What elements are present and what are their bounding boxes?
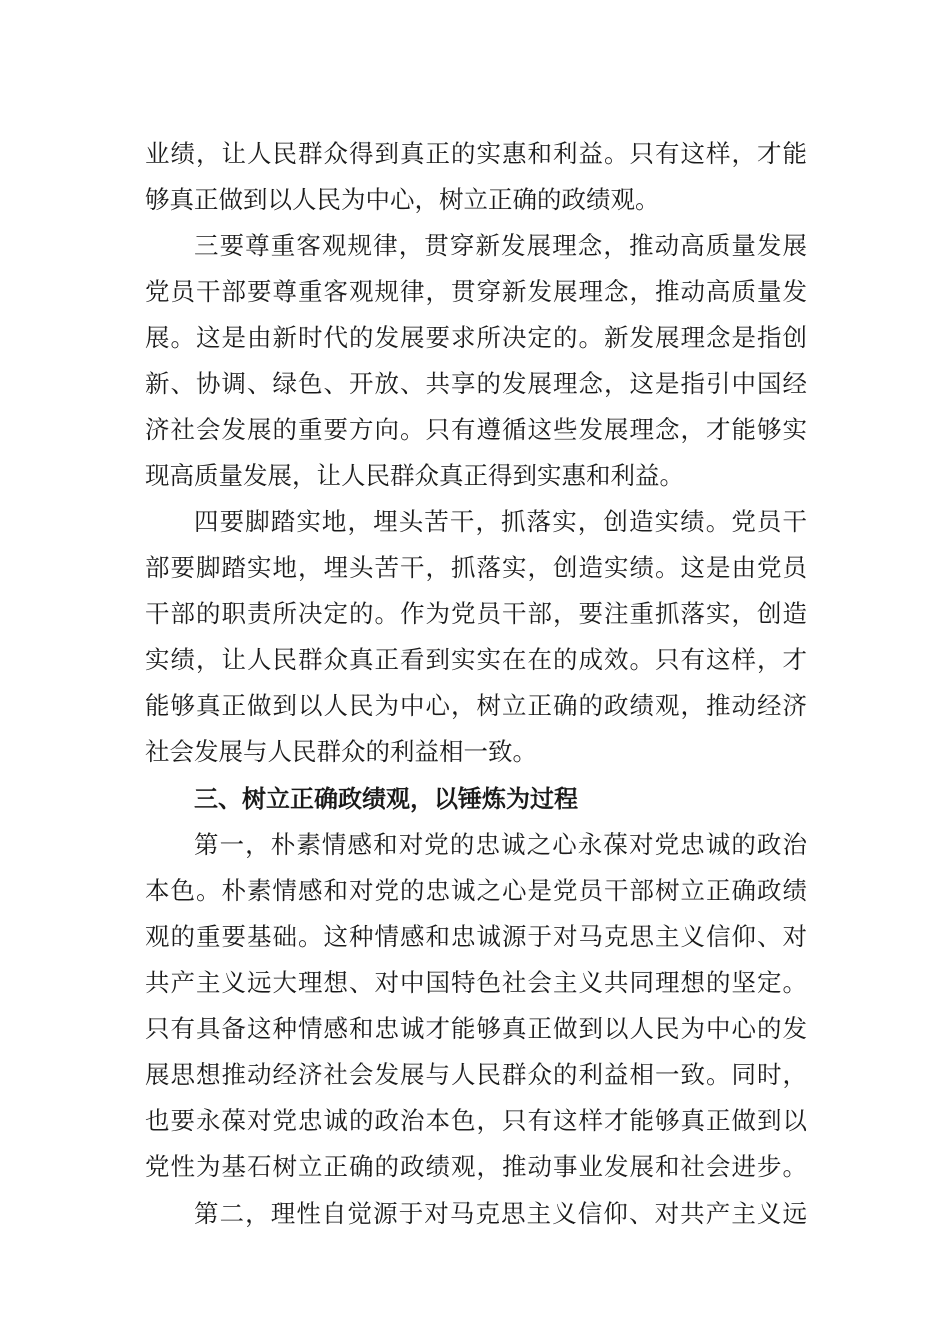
body-text-line: 干部的职责所决定的。作为党员干部，要注重抓落实，创造 [145, 599, 807, 628]
body-text-line: 展思想推动经济社会发展与人民群众的利益相一致。同时， [145, 1060, 807, 1089]
body-text-line: 新、协调、绿色、开放、共享的发展理念，这是指引中国经 [145, 369, 807, 398]
body-text-line: 实绩，让人民群众真正看到实实在在的成效。只有这样，才 [145, 645, 807, 674]
paragraph-first-line: 第一，朴素情感和对党的忠诚之心永葆对党忠诚的政治 [194, 830, 807, 859]
paragraph-first-line: 三要尊重客观规律，贯穿新发展理念，推动高质量发展 [194, 231, 807, 260]
body-text-line: 也要永葆对党忠诚的政治本色，只有这样才能够真正做到以 [145, 1106, 807, 1135]
body-text-line: 共产主义远大理想、对中国特色社会主义共同理想的坚定。 [145, 968, 807, 997]
body-text-line: 展。这是由新时代的发展要求所决定的。新发展理念是指创 [145, 323, 807, 352]
body-text-line: 济社会发展的重要方向。只有遵循这些发展理念，才能够实 [145, 415, 807, 444]
section-heading: 三、树立正确政绩观，以锤炼为过程 [194, 785, 578, 813]
paragraph-first-line: 四要脚踏实地，埋头苦干，抓落实，创造实绩。党员干 [194, 507, 807, 536]
body-text-line: 部要脚踏实地，埋头苦干，抓落实，创造实绩。这是由党员 [145, 553, 807, 582]
body-text-line: 现高质量发展，让人民群众真正得到实惠和利益。 [145, 461, 684, 490]
paragraph-first-line: 第二，理性自觉源于对马克思主义信仰、对共产主义远 [194, 1199, 807, 1228]
body-text-line: 党性为基石树立正确的政绩观，推动事业发展和社会进步。 [145, 1152, 807, 1181]
body-text-line: 能够真正做到以人民为中心，树立正确的政绩观，推动经济 [145, 691, 807, 720]
body-text-line: 观的重要基础。这种情感和忠诚源于对马克思主义信仰、对 [145, 922, 807, 951]
body-text-line: 够真正做到以人民为中心，树立正确的政绩观。 [145, 185, 660, 214]
body-text-line: 党员干部要尊重客观规律，贯穿新发展理念，推动高质量发 [145, 277, 807, 306]
body-text-line: 社会发展与人民群众的利益相一致。 [145, 737, 537, 766]
body-text-line: 业绩，让人民群众得到真正的实惠和利益。只有这样，才能 [145, 139, 807, 168]
body-text-line: 本色。朴素情感和对党的忠诚之心是党员干部树立正确政绩 [145, 876, 807, 905]
body-text-line: 只有具备这种情感和忠诚才能够真正做到以人民为中心的发 [145, 1014, 807, 1043]
